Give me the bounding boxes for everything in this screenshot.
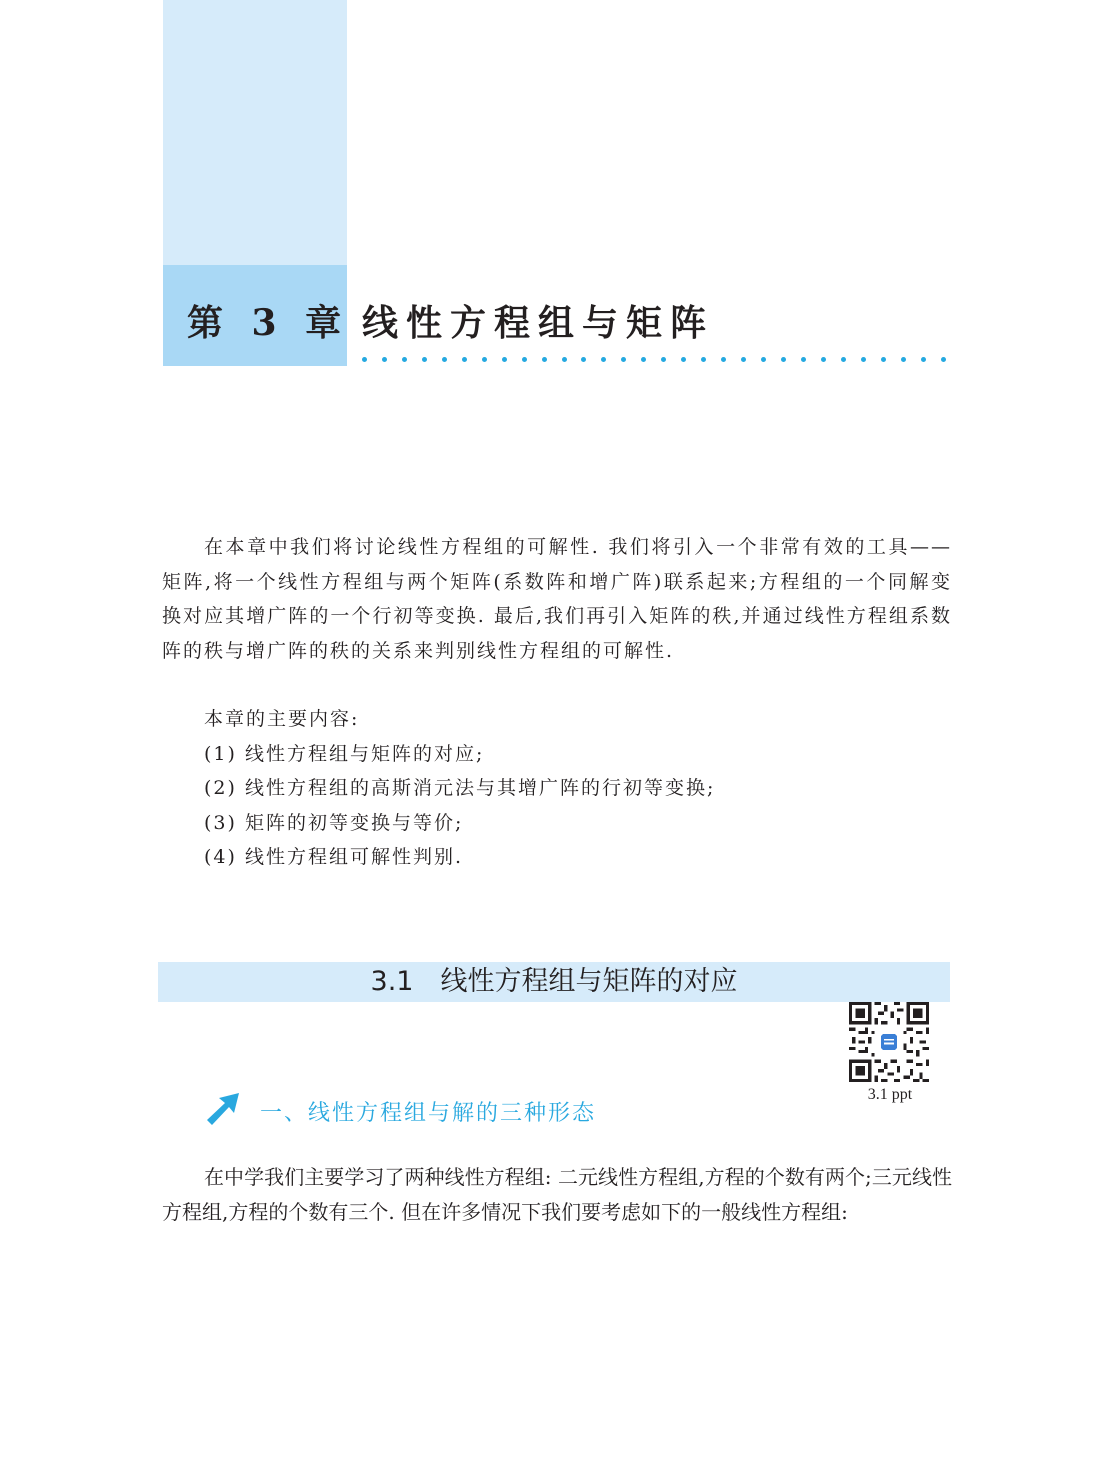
dotted-rule bbox=[362, 354, 946, 364]
intro-paragraph: 在本章中我们将讨论线性方程组的可解性. 我们将引入一个非常有效的工具——矩阵,将一个线性方程组与两个矩阵(系数阵和增广阵)联系起来;方程组的一个同解变换对应其增广阵的一个行初等变换. 最后,我们再引入矩阵的秩,并通过线性方程组系数阵的秩与增广阵的秩的关系来判别线性方程组的可解性. bbox=[162, 536, 952, 662]
contents-item: (2) 线性方程组的高斯消元法与其增广阵的行初等变换; bbox=[204, 777, 716, 799]
section-title: 3.1 线性方程组与矩阵的对应 bbox=[370, 966, 738, 997]
body-paragraph: 在中学我们主要学习了两种线性方程组: 二元线性方程组,方程的个数有两个;三元线性方程组,方程的个数有三个. 但在许多情况下我们要考虑如下的一般线性方程组: bbox=[162, 1165, 952, 1224]
arrow-icon bbox=[203, 1090, 243, 1126]
chapter-intro bbox=[162, 530, 952, 668]
chapter-title: 线性方程组与矩阵 bbox=[362, 302, 715, 344]
contents-item: (4) 线性方程组可解性判别. bbox=[204, 846, 463, 868]
qr-caption: 3.1 ppt bbox=[867, 1086, 913, 1103]
chapter-contents bbox=[204, 702, 715, 875]
contents-item: (3) 矩阵的初等变换与等价; bbox=[204, 811, 464, 834]
qr-code-icon[interactable] bbox=[849, 1002, 929, 1082]
chapter-decor-band bbox=[163, 0, 347, 265]
contents-heading: 本章的主要内容: bbox=[204, 708, 360, 730]
contents-item: (1) 线性方程组与矩阵的对应; bbox=[204, 742, 485, 765]
subsection-body bbox=[162, 1160, 952, 1229]
subsection-title: 一、线性方程组与解的三种形态 bbox=[260, 1101, 597, 1126]
chapter-number: 第 3 章 bbox=[187, 302, 350, 344]
